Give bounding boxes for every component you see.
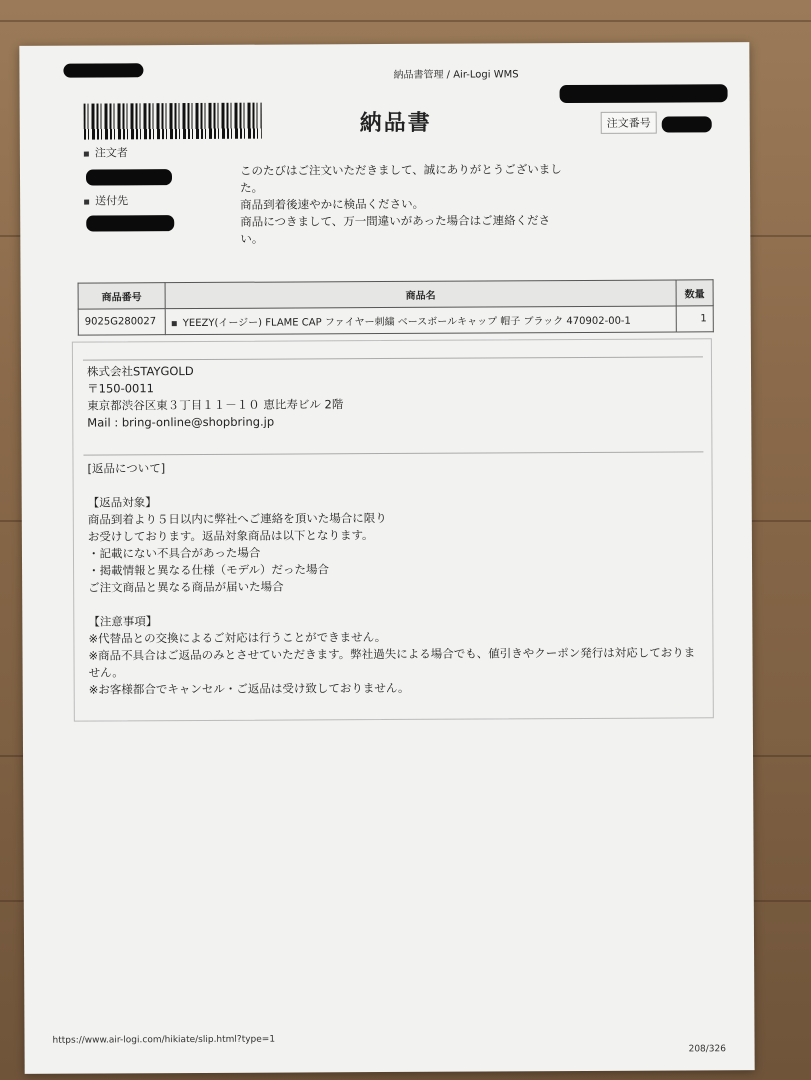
item-name-cell	[165, 306, 676, 335]
notes-line: ※お客様都合でキャンセル・ご返品は受け致しておりません。	[88, 680, 410, 697]
item-code: 9025G280027	[78, 309, 165, 335]
table-row	[78, 306, 713, 335]
item-qty: 1	[676, 306, 713, 332]
returns-target-line: ご注文商品と異なる商品が届いた場合	[88, 579, 284, 595]
message-line: 商品到着後速やかに検品ください。	[240, 196, 425, 212]
orderer-label: 注文者	[94, 146, 128, 160]
barcode	[84, 103, 262, 140]
item-name: YEEZY(イージー) FLAME CAP ファイヤー刺繍 ベースボールキャップ 帽子 ブラック 470902-00-1	[182, 315, 631, 330]
orderer-section	[84, 144, 128, 160]
company-name: 株式会社STAYGOLD	[86, 364, 194, 379]
items-table	[78, 279, 714, 335]
table-header-row	[78, 280, 713, 309]
bullet-square-icon	[172, 321, 177, 326]
message-line: 商品につきまして、万一間違いがあった場合はご連絡くださ	[240, 213, 551, 229]
redacted-header-right	[560, 84, 728, 103]
greeting-message	[240, 161, 580, 248]
order-number-label: 注文番号	[601, 112, 657, 134]
notes-line: ※代替品との交換によるご対応は行うことができません。	[88, 630, 387, 646]
returns-target-line: 商品到着より５日以内に弊社へご連絡を頂いた場合に限り	[87, 511, 387, 527]
delivery-slip-page	[19, 42, 754, 1074]
message-line: このたびはご注文いただきまして、誠にありがとうございまし	[239, 162, 562, 178]
notes-line: ※商品不具合はご返品のみとさせていただきます。弊社過失による場合でも、値引きやクーポン発行は対応しておりま	[88, 645, 696, 663]
redacted-order-number	[662, 116, 712, 132]
column-header-qty: 数量	[676, 280, 713, 306]
page-number: 208/326	[688, 1044, 726, 1055]
company-info	[87, 362, 343, 431]
redacted-orderer-name	[86, 169, 172, 185]
returns-target-line: ・記載にない不具合があった場合	[87, 545, 261, 561]
column-header-name: 商品名	[165, 280, 676, 309]
redacted-header-left	[63, 63, 143, 77]
company-postal: 〒150-0011	[87, 381, 155, 396]
returns-target-heading: 【返品対象】	[87, 495, 157, 510]
company-address: 東京都渋谷区東３丁目１１－１０ 恵比寿ビル 2階	[87, 397, 344, 413]
ship-to-label: 送付先	[95, 194, 129, 208]
message-line: た。	[240, 180, 264, 195]
ship-to-section	[84, 192, 128, 208]
company-mail: Mail : bring-online@shopbring.jp	[87, 414, 275, 430]
returns-target-line: お受けしております。返品対象商品は以下となります。	[87, 528, 374, 544]
bullet-square-icon	[84, 199, 89, 204]
redacted-ship-to-name	[86, 215, 174, 231]
notes-heading: 【注意事項】	[88, 614, 158, 629]
notes-line: せん。	[88, 665, 124, 680]
footer-url: https://www.air-logi.com/hikiate/slip.html?type=1	[52, 1034, 276, 1046]
document-title: 納品書	[359, 110, 432, 137]
returns-policy	[87, 457, 708, 698]
returns-heading: [返品について]	[87, 461, 166, 476]
returns-target-line: ・掲載情報と異なる仕様（モデル）だった場合	[88, 562, 330, 578]
message-line: い。	[240, 231, 264, 246]
column-header-code: 商品番号	[78, 283, 165, 309]
bullet-square-icon	[84, 151, 89, 156]
system-name: 納品書管理 / Air-Logi WMS	[393, 69, 519, 81]
